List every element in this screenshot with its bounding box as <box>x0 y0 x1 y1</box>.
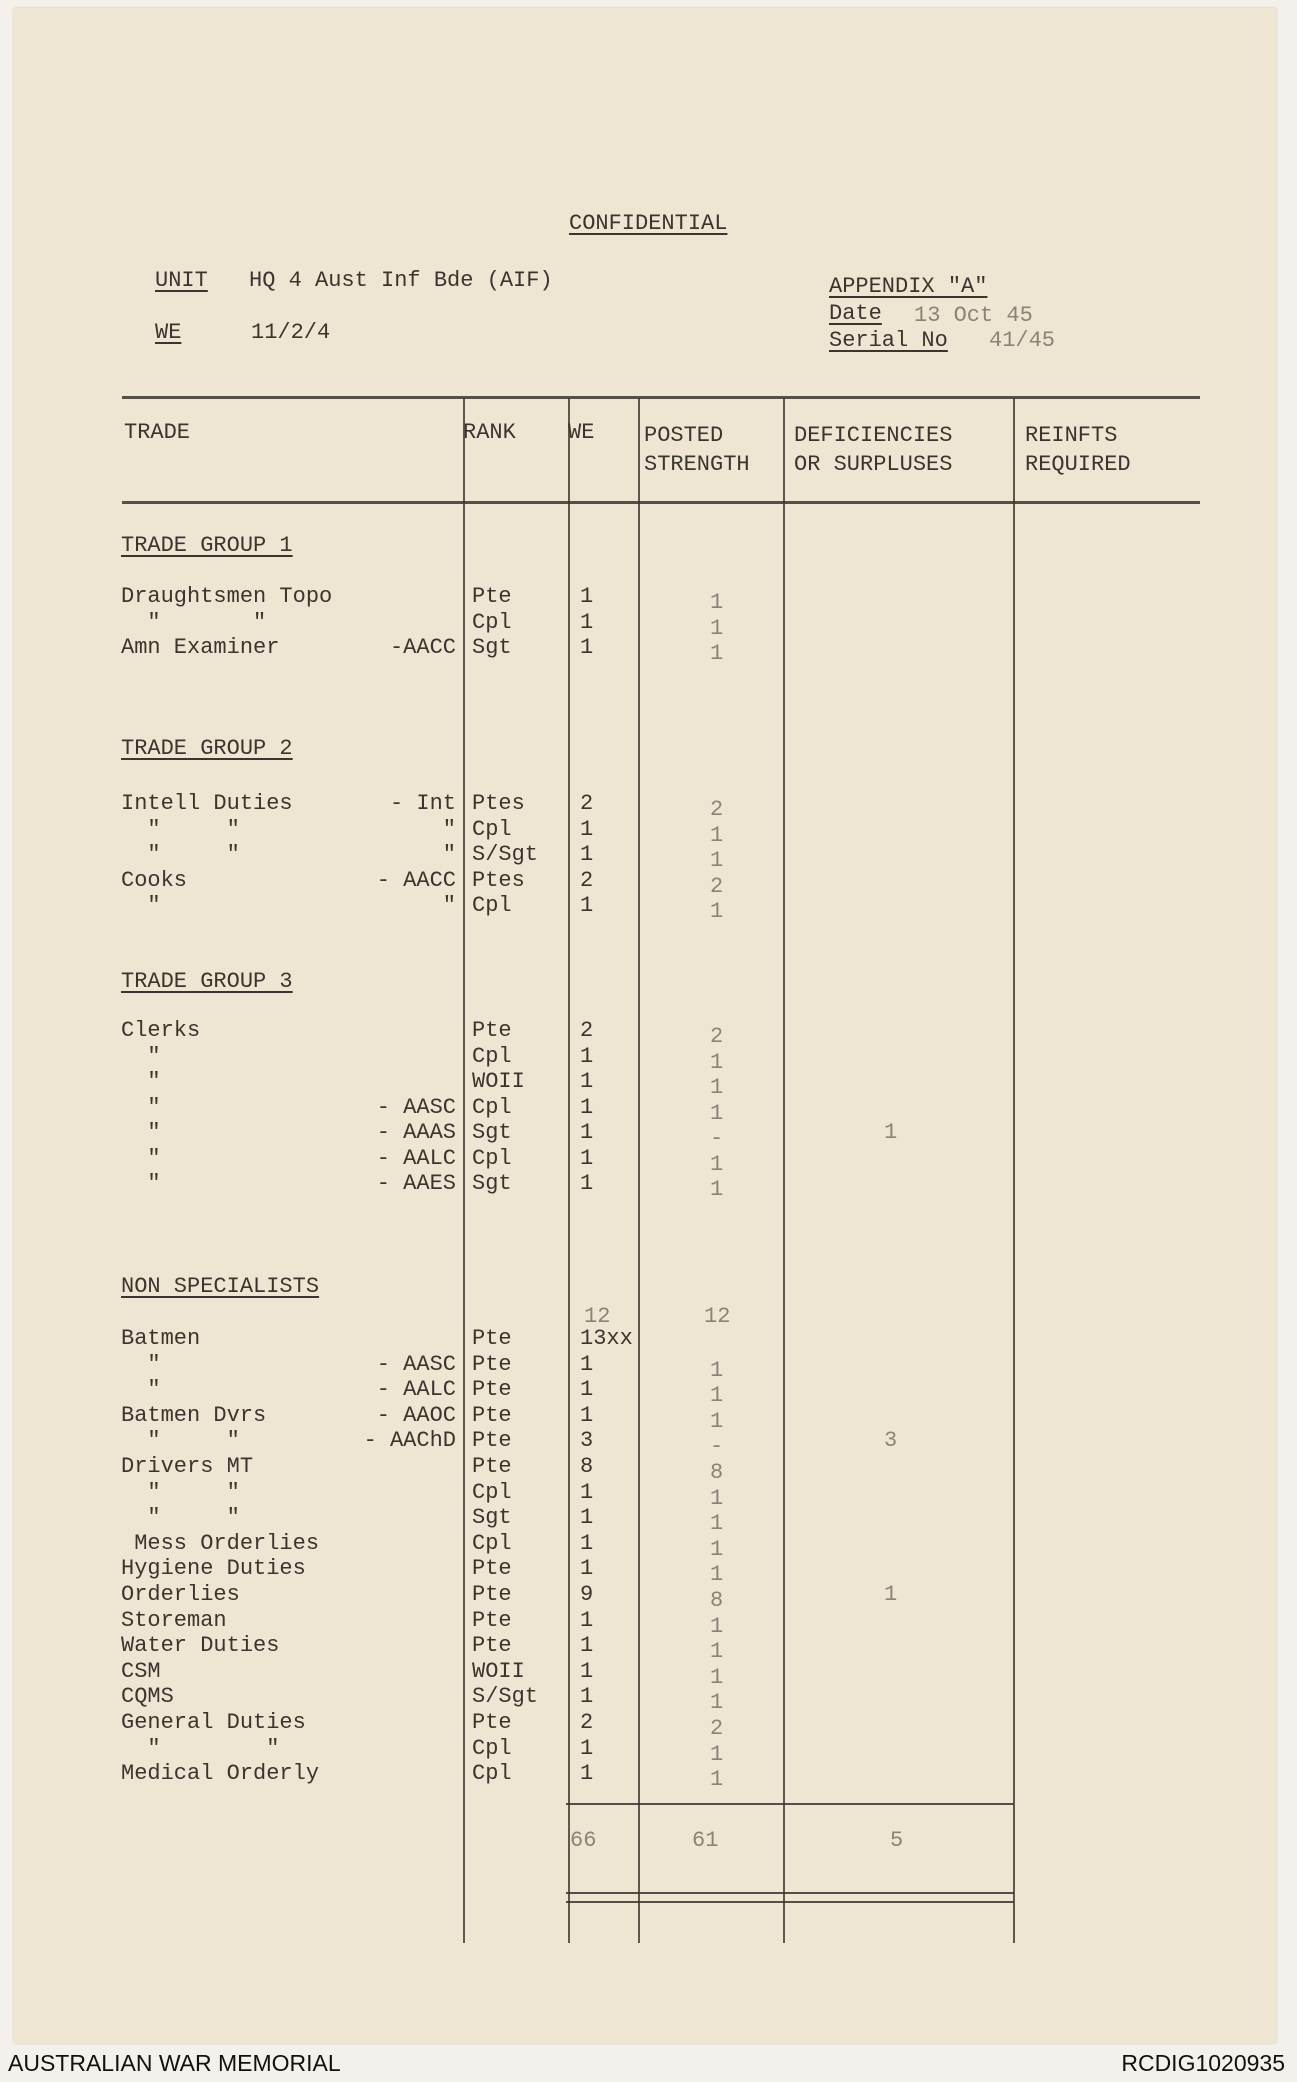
row-posted: 1 <box>710 1075 724 1100</box>
row-trade: " <box>121 1352 161 1377</box>
table-top-rule <box>122 396 1200 399</box>
row-rank: Pte <box>472 1633 512 1658</box>
row-trade: " <box>121 1377 161 1402</box>
row-we: 13xx <box>580 1326 633 1351</box>
row-rank: Sgt <box>472 635 512 660</box>
row-rank: Pte <box>472 1582 512 1607</box>
group-title: NON SPECIALISTS <box>121 1274 320 1299</box>
row-posted: 1 <box>710 1690 724 1715</box>
row-trade: Water Duties <box>121 1633 280 1658</box>
row-trade: " " <box>121 1480 240 1505</box>
row-posted: 2 <box>710 797 724 822</box>
rank-column-line <box>463 398 465 1943</box>
row-rank: Cpl <box>472 1146 512 1171</box>
row-rank: Cpl <box>472 1480 512 1505</box>
row-corps: - AAAS <box>376 1120 456 1145</box>
posted-annotation: 12 <box>704 1304 731 1329</box>
row-corps: - AAOC <box>376 1403 456 1428</box>
group-title: TRADE GROUP 3 <box>121 969 293 994</box>
row-posted: 1 <box>710 590 724 615</box>
row-trade: Medical Orderly <box>121 1761 320 1786</box>
row-we: 1 <box>580 842 594 867</box>
appendix-label: APPENDIX "A" <box>829 274 988 299</box>
row-rank: Cpl <box>472 1095 512 1120</box>
row-we: 1 <box>580 1403 594 1428</box>
row-we: 1 <box>580 1633 594 1658</box>
row-rank: Pte <box>472 1454 512 1479</box>
row-we: 1 <box>580 1556 594 1581</box>
row-posted: 1 <box>710 1614 724 1639</box>
row-rank: S/Sgt <box>472 842 539 867</box>
row-rank: WOII <box>472 1659 525 1684</box>
row-rank: Pte <box>472 1018 512 1043</box>
row-we: 2 <box>580 1018 594 1043</box>
row-trade: " <box>121 1120 161 1145</box>
row-rank: Pte <box>472 584 512 609</box>
row-we: 1 <box>580 817 594 842</box>
row-rank: Cpl <box>472 1736 512 1761</box>
date-label: Date <box>829 301 882 326</box>
row-rank: Pte <box>472 1556 512 1581</box>
row-trade: " <box>121 1095 161 1120</box>
row-we: 1 <box>580 1531 594 1556</box>
row-posted: 1 <box>710 1742 724 1767</box>
footer-credit: AUSTRALIAN WAR MEMORIAL <box>8 2050 341 2076</box>
row-posted: 1 <box>710 1537 724 1562</box>
row-posted: - <box>710 1434 724 1459</box>
row-posted: 1 <box>710 848 724 873</box>
unit-value: HQ 4 Aust Inf Bde (AIF) <box>249 268 553 293</box>
row-rank: Sgt <box>472 1505 512 1530</box>
row-we: 3 <box>580 1428 594 1453</box>
double-rule-1 <box>566 1892 1014 1894</box>
row-posted: 1 <box>710 1767 724 1792</box>
row-rank: WOII <box>472 1069 525 1094</box>
row-we: 1 <box>580 1069 594 1094</box>
row-we: 1 <box>580 1505 594 1530</box>
row-rank: Pte <box>472 1608 512 1633</box>
row-posted: 1 <box>710 1152 724 1177</box>
row-trade: " <box>121 1146 161 1171</box>
row-we: 1 <box>580 1659 594 1684</box>
row-we: 1 <box>580 1352 594 1377</box>
row-trade: Batmen <box>121 1326 201 1351</box>
row-rank: Cpl <box>472 1531 512 1556</box>
col-we: WE <box>568 420 595 445</box>
row-rank: Sgt <box>472 1171 512 1196</box>
row-trade: Drivers MT <box>121 1454 254 1479</box>
row-corps: - AACC <box>376 868 456 893</box>
row-posted: 1 <box>710 641 724 666</box>
row-corps: - AASC <box>376 1095 456 1120</box>
row-we: 1 <box>580 1120 594 1145</box>
row-posted: 1 <box>710 1383 724 1408</box>
row-trade: " " <box>121 817 240 842</box>
posted-column-line <box>638 398 640 1943</box>
row-rank: Cpl <box>472 1044 512 1069</box>
row-we: 1 <box>580 1377 594 1402</box>
total-we: 66 <box>570 1828 597 1853</box>
row-we: 1 <box>580 1171 594 1196</box>
row-rank: Pte <box>472 1710 512 1735</box>
table-header-rule <box>122 501 1200 504</box>
row-rank: Ptes <box>472 868 525 893</box>
col-trade: TRADE <box>124 420 191 445</box>
row-posted: 1 <box>710 1562 724 1587</box>
row-rank: Sgt <box>472 1120 512 1145</box>
row-corps: -AACC <box>389 635 456 660</box>
row-trade: " " <box>121 1736 280 1761</box>
row-we: 1 <box>580 893 594 918</box>
row-we: 1 <box>580 1608 594 1633</box>
row-we: 1 <box>580 1736 594 1761</box>
row-trade: CSM <box>121 1659 161 1684</box>
row-rank: Cpl <box>472 610 512 635</box>
unit-label: UNIT <box>155 268 208 293</box>
row-we: 8 <box>580 1454 594 1479</box>
row-corps: " <box>442 842 456 867</box>
row-posted: 1 <box>710 1050 724 1075</box>
row-we: 1 <box>580 635 594 660</box>
row-trade: Mess Orderlies <box>121 1531 320 1556</box>
we-label: WE <box>155 320 182 345</box>
col-reinfts: REINFTS REQUIRED <box>1025 423 1131 477</box>
row-we: 2 <box>580 791 594 816</box>
col-rank: RANK <box>463 420 516 445</box>
deficiencies-column-line <box>783 398 785 1943</box>
row-corps: - AAChD <box>363 1428 456 1453</box>
row-trade: Cooks <box>121 868 188 893</box>
row-corps: " <box>442 817 456 842</box>
row-posted: 8 <box>710 1460 724 1485</box>
row-rank: Cpl <box>472 893 512 918</box>
row-rank: Pte <box>472 1352 512 1377</box>
group-title: TRADE GROUP 2 <box>121 736 293 761</box>
col-posted: POSTED STRENGTH <box>644 423 750 477</box>
date-value: 13 Oct 45 <box>914 303 1033 328</box>
row-trade: General Duties <box>121 1710 306 1735</box>
confidential-heading: CONFIDENTIAL <box>569 211 728 236</box>
row-posted: 1 <box>710 1358 724 1383</box>
row-we: 1 <box>580 1684 594 1709</box>
row-we: 1 <box>580 610 594 635</box>
row-trade: " " <box>121 842 240 867</box>
total-deficiencies: 5 <box>890 1828 904 1853</box>
row-corps: - AASC <box>376 1352 456 1377</box>
row-trade: Clerks <box>121 1018 201 1043</box>
row-trade: " <box>121 893 161 918</box>
row-deficiency: 1 <box>884 1582 898 1607</box>
footer-id: RCDIG1020935 <box>1121 2050 1285 2076</box>
row-deficiency: 3 <box>884 1428 898 1453</box>
totals-rule <box>566 1803 1014 1805</box>
col-deficiencies: DEFICIENCIES OR SURPLUSES <box>794 423 953 477</box>
row-trade: Intell Duties <box>121 791 293 816</box>
row-posted: 8 <box>710 1588 724 1613</box>
row-trade: Orderlies <box>121 1582 240 1607</box>
row-posted: 1 <box>710 1101 724 1126</box>
row-trade: Batmen Dvrs <box>121 1403 267 1428</box>
row-trade: " <box>121 1044 161 1069</box>
reinfts-column-line <box>1013 398 1015 1943</box>
row-posted: 2 <box>710 874 724 899</box>
row-corps: - AALC <box>376 1146 456 1171</box>
row-trade: Storeman <box>121 1608 227 1633</box>
we-annotation: 12 <box>584 1304 611 1329</box>
serial-value: 41/45 <box>989 328 1056 353</box>
row-posted: 1 <box>710 1665 724 1690</box>
total-posted: 61 <box>692 1828 719 1853</box>
row-we: 1 <box>580 1044 594 1069</box>
row-rank: Pte <box>472 1428 512 1453</box>
row-rank: Pte <box>472 1403 512 1428</box>
row-corps: - Int <box>389 791 456 816</box>
we-value: 11/2/4 <box>251 320 331 345</box>
row-we: 1 <box>580 1761 594 1786</box>
row-trade: CQMS <box>121 1684 174 1709</box>
row-we: 2 <box>580 868 594 893</box>
document-page <box>14 8 1276 2043</box>
row-posted: 2 <box>710 1024 724 1049</box>
row-deficiency: 1 <box>884 1120 898 1145</box>
row-trade: " " <box>121 610 267 635</box>
row-rank: Cpl <box>472 1761 512 1786</box>
row-posted: 1 <box>710 1639 724 1664</box>
row-we: 1 <box>580 1146 594 1171</box>
we-column-line <box>568 398 570 1943</box>
row-rank: Pte <box>472 1326 512 1351</box>
row-we: 1 <box>580 584 594 609</box>
row-trade: " " <box>121 1505 240 1530</box>
row-rank: Pte <box>472 1377 512 1402</box>
row-posted: 1 <box>710 899 724 924</box>
row-corps: - AALC <box>376 1377 456 1402</box>
row-posted: 1 <box>710 823 724 848</box>
row-posted: - <box>710 1126 724 1151</box>
row-rank: Ptes <box>472 791 525 816</box>
row-we: 2 <box>580 1710 594 1735</box>
row-trade: Draughtsmen Topo <box>121 584 333 609</box>
row-trade: " <box>121 1069 161 1094</box>
group-title: TRADE GROUP 1 <box>121 533 293 558</box>
double-rule-2 <box>566 1901 1014 1903</box>
row-trade: Amn Examiner <box>121 635 280 660</box>
row-posted: 1 <box>710 1177 724 1202</box>
row-we: 1 <box>580 1095 594 1120</box>
row-rank: S/Sgt <box>472 1684 539 1709</box>
serial-label: Serial No <box>829 328 948 353</box>
row-corps: - AAES <box>376 1171 456 1196</box>
row-we: 9 <box>580 1582 594 1607</box>
row-posted: 1 <box>710 616 724 641</box>
row-trade: " " <box>121 1428 240 1453</box>
row-corps: " <box>442 893 456 918</box>
row-posted: 1 <box>710 1409 724 1434</box>
row-posted: 2 <box>710 1716 724 1741</box>
row-we: 1 <box>580 1480 594 1505</box>
row-trade: Hygiene Duties <box>121 1556 306 1581</box>
row-posted: 1 <box>710 1511 724 1536</box>
row-posted: 1 <box>710 1486 724 1511</box>
row-rank: Cpl <box>472 817 512 842</box>
row-trade: " <box>121 1171 161 1196</box>
